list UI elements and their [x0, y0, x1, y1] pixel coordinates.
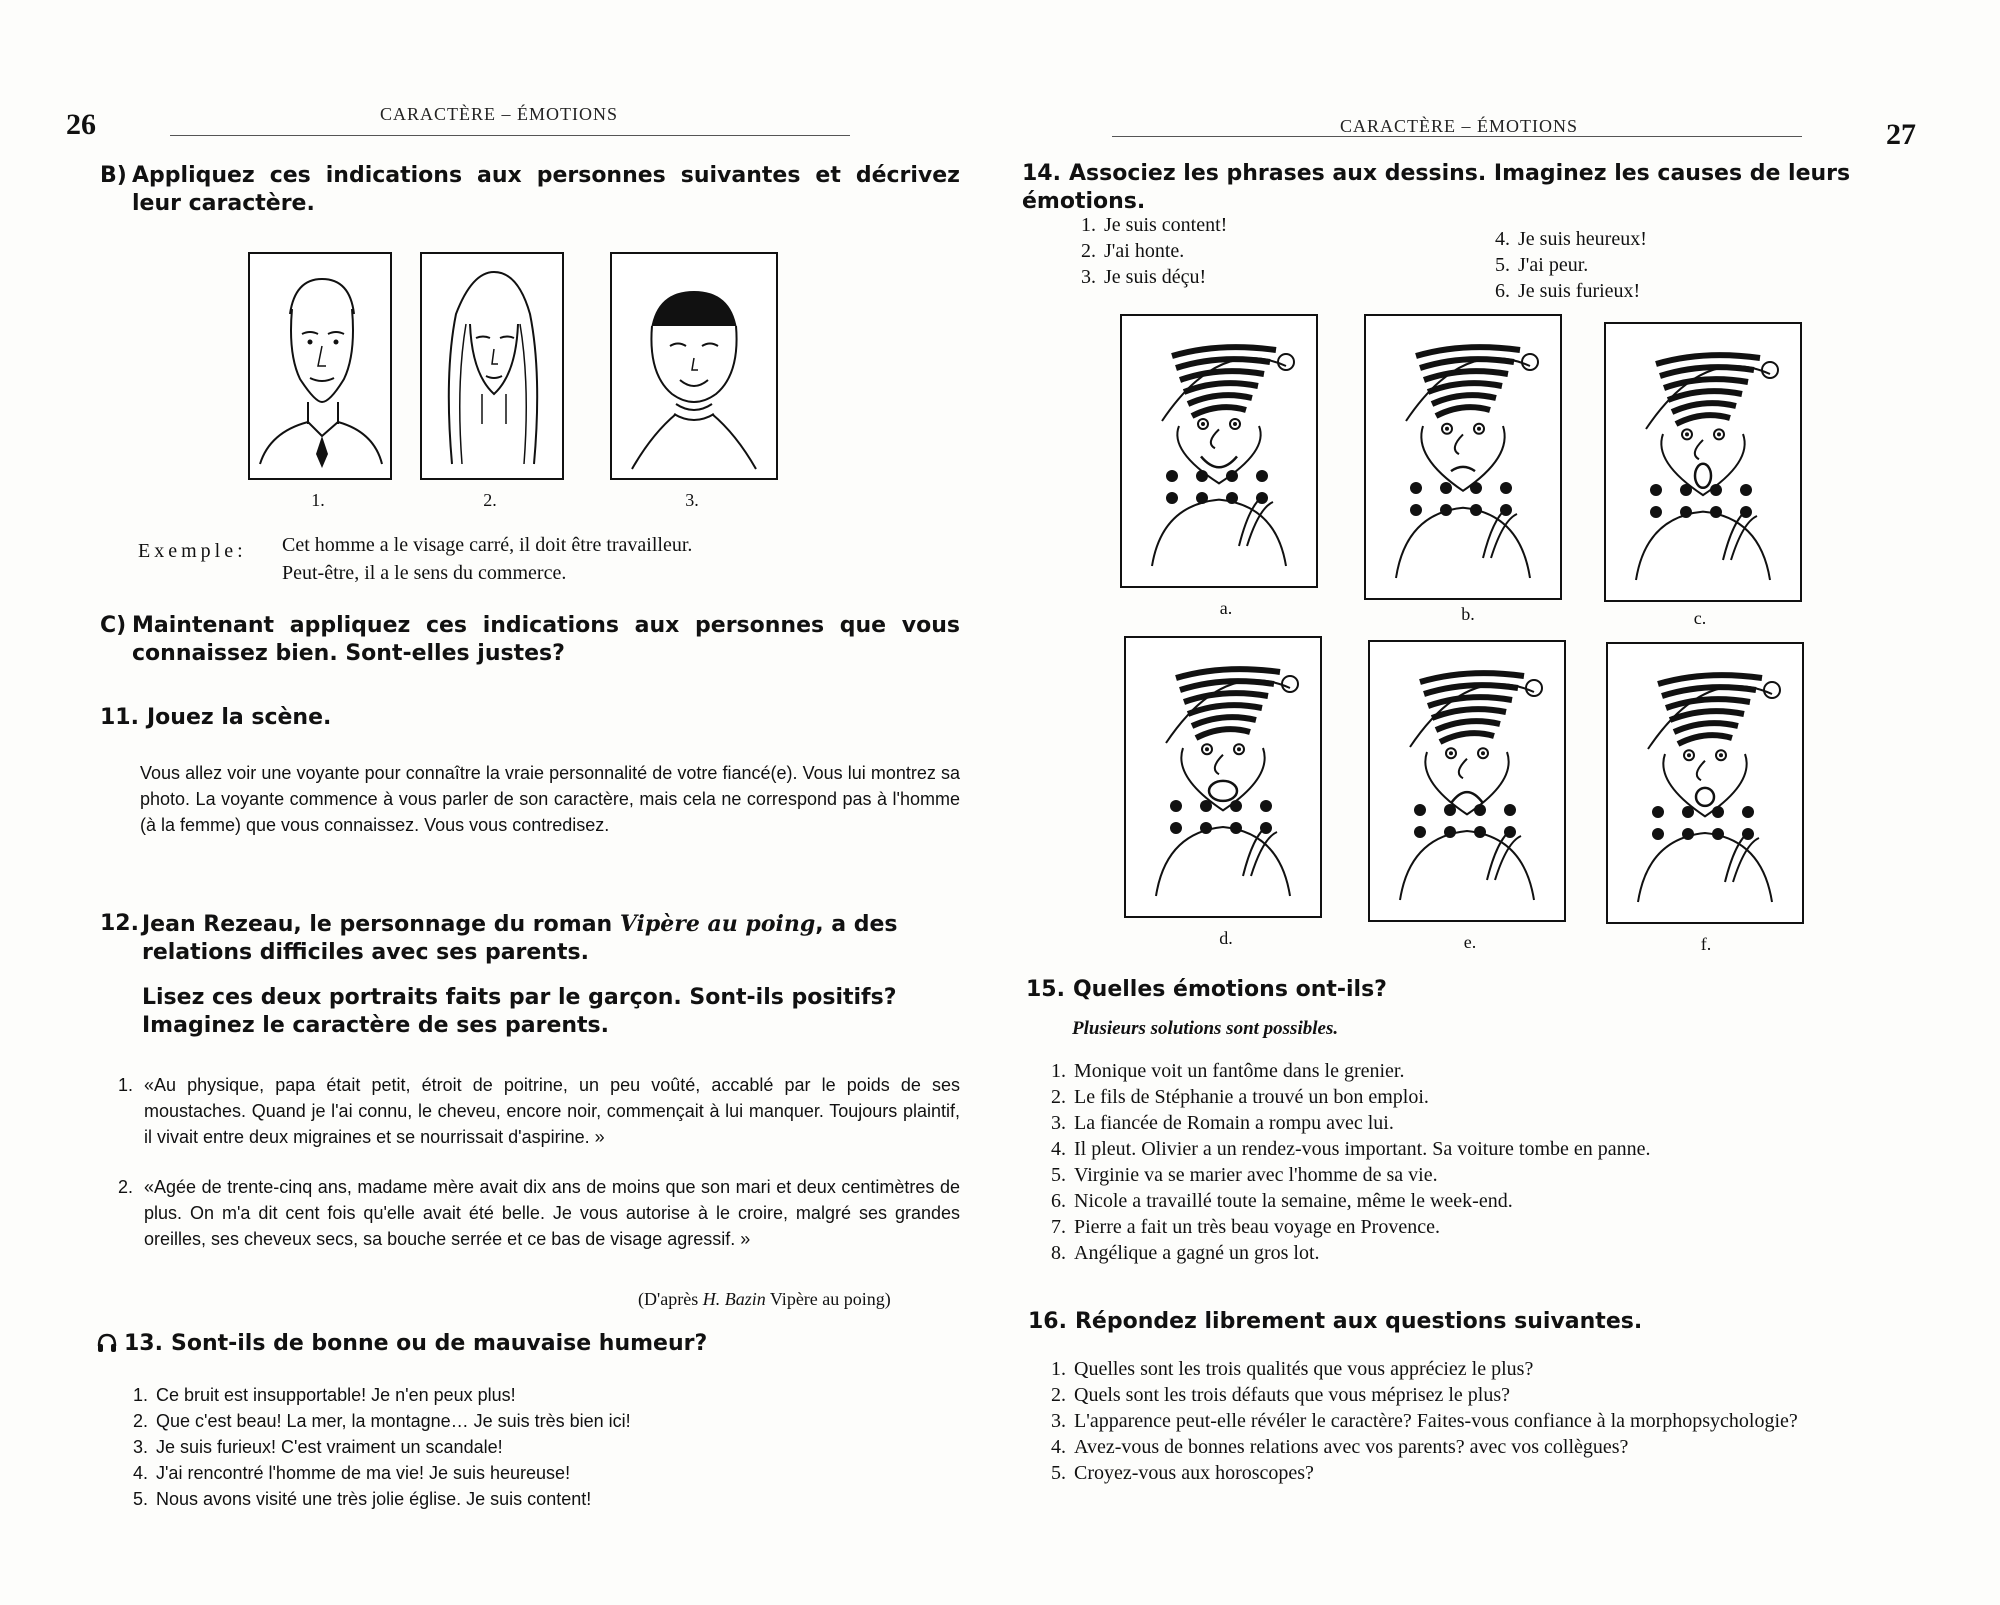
jester-caption-d: d. [1219, 928, 1233, 948]
jester-caption-f: f. [1700, 934, 1712, 954]
list-item-number: 4. [1051, 1436, 1066, 1458]
list-item [1040, 1110, 1940, 1136]
list-item [1040, 1214, 1940, 1240]
list-item [1070, 238, 1370, 264]
list-item-number: 5. [1051, 1462, 1066, 1484]
list-item-number: 3. [132, 1437, 148, 1457]
face-frame-2 [420, 252, 564, 480]
list-item [122, 1486, 922, 1512]
section-c-text: Maintenant appliquez ces indications aux personnes que vous connaissez bien. Sont-elles justes? [132, 613, 960, 666]
list-item-text: Je suis furieux! [1518, 280, 1641, 302]
ex12-number: 12. [100, 911, 139, 936]
face-caption-2: 2. [483, 490, 497, 510]
ex13-list [122, 1382, 922, 1512]
list-item [1040, 1356, 1970, 1382]
list-item [1484, 278, 1784, 304]
list-item-number: 5. [1051, 1164, 1066, 1186]
ex11-body: Vous allez voir une voyante pour connaître la vraie personnalité de votre fiancé(e). Vous lui montrez sa photo. La voyante commence à vous parler de son caractère, mais cela ne correspond pas à l'homme (à la femme) que vous connaissez. Vous vous contredisez. [140, 763, 960, 835]
jester-happy-icon [1122, 316, 1316, 586]
list-item-number: 2. [132, 1411, 148, 1431]
list-item-number: 1. [1051, 1060, 1066, 1082]
jester-caption-a: a. [1219, 598, 1233, 618]
ex14-title: Associez les phrases aux dessins. Imaginez les causes de leurs émotions. [1022, 161, 1851, 214]
ex16-title: Répondez librement aux questions suivantes. [1074, 1309, 1643, 1334]
list-item-text: Il pleut. Olivier a un rendez-vous important. Sa voiture tombe en panne. [1074, 1138, 1651, 1160]
page-number-left: 26 [66, 108, 96, 141]
list-item-text: Je suis furieux! C'est vraiment un scandale! [156, 1437, 503, 1457]
ex12-source-after: Vipère au poing) [765, 1289, 891, 1309]
list-item [1040, 1408, 1970, 1434]
ex14-list-col2 [1484, 226, 1784, 304]
list-item-text: J'ai honte. [1104, 240, 1185, 262]
jester-furious-icon [1126, 638, 1320, 916]
list-item-text: Je suis heureux! [1518, 228, 1647, 250]
ex12-portrait-2-text: «Agée de trente-cinq ans, madame mère avait dix ans de moins que son mari et deux centimètres de plus. On m'a dit cent fois qu'elle avait été belle. Je vous autorise à le croire, malgré ses grandes oreilles, ses cheveux secs, sa bouche serrée et ce bas de visage agressif. » [144, 1177, 960, 1249]
example-line-2: Peut-être, il a le sens du commerce. [282, 562, 567, 584]
list-item-text: L'apparence peut-elle révéler le caractère? Faites-vous confiance à la morphopsychologie? [1074, 1410, 1798, 1432]
list-item-number: 1. [1081, 214, 1096, 236]
ex12-source-author: H. Bazin [702, 1289, 766, 1309]
list-item [122, 1460, 922, 1486]
woman-face-icon [422, 254, 562, 478]
list-item-number: 2. [1081, 240, 1096, 262]
face-caption-1: 1. [311, 490, 325, 510]
list-item-number: 6. [1495, 280, 1510, 302]
jester-frame-f [1606, 642, 1804, 924]
list-item-text: Nicole a travaillé toute la semaine, même le week-end. [1074, 1190, 1513, 1212]
list-item-number: 4. [1051, 1138, 1066, 1160]
jester-ashamed-icon [1366, 316, 1560, 598]
headphones-icon [96, 1332, 118, 1354]
running-head-left: CARACTÈRE – ÉMOTIONS [380, 104, 619, 124]
jester-disappointed-icon [1370, 642, 1564, 920]
jester-caption-b: b. [1461, 604, 1475, 624]
man-face-icon [250, 254, 390, 478]
list-item [1040, 1240, 1940, 1266]
section-c-label: C) [100, 613, 127, 638]
ex12-title-after: , a des relations difficiles avec ses parents. [142, 912, 898, 965]
list-item-text: Monique voit un fantôme dans le grenier. [1074, 1060, 1405, 1082]
running-head-right: CARACTÈRE – ÉMOTIONS [1340, 116, 1579, 136]
list-item-number: 3. [1081, 266, 1096, 288]
ex13-heading [96, 1330, 707, 1358]
section-c-heading [100, 612, 960, 668]
example-label: Exemple: [138, 540, 247, 562]
list-item-text: Pierre a fait un très beau voyage en Provence. [1074, 1216, 1440, 1238]
jester-frame-d [1124, 636, 1322, 918]
ex13-number: 13. [124, 1331, 163, 1356]
ex15-subtitle: Plusieurs solutions sont possibles. [1072, 1018, 1339, 1039]
list-item [1040, 1136, 1940, 1162]
list-item-number: 6. [1051, 1190, 1066, 1212]
ex12-portrait-1 [118, 1072, 960, 1150]
ex14-heading [1022, 160, 1972, 216]
ex11-number: 11. [100, 705, 139, 730]
list-item [1070, 264, 1370, 290]
list-item [1040, 1434, 1970, 1460]
list-item [1040, 1058, 1940, 1084]
ex15-list [1040, 1058, 1940, 1266]
jester-frame-a [1120, 314, 1318, 588]
list-item [1040, 1162, 1940, 1188]
ex11-heading [100, 704, 331, 732]
list-item-text: Le fils de Stéphanie a trouvé un bon emploi. [1074, 1086, 1429, 1108]
section-b-text: Appliquez ces indications aux personnes suivantes et décrivez leur caractère. [132, 163, 960, 216]
ex14-list-col1 [1070, 212, 1370, 290]
list-item-text: Je suis content! [1104, 214, 1228, 236]
list-item-text: J'ai rencontré l'homme de ma vie! Je suis heureuse! [156, 1463, 571, 1483]
list-item [1040, 1382, 1970, 1408]
list-item-number: 3. [1051, 1410, 1066, 1432]
ex16-number: 16. [1028, 1309, 1067, 1334]
list-item-text: J'ai peur. [1518, 254, 1589, 276]
jester-frame-e [1368, 640, 1566, 922]
list-item [1040, 1084, 1940, 1110]
list-item [122, 1382, 922, 1408]
list-item-text: Avez-vous de bonnes relations avec vos parents? avec vos collègues? [1074, 1436, 1629, 1458]
list-item-number: 1. [1051, 1358, 1066, 1380]
section-b-heading [100, 162, 960, 218]
face-frame-1 [248, 252, 392, 480]
ex12-portrait-2-number: 2. [118, 1177, 134, 1197]
ex14-number: 14. [1022, 161, 1061, 186]
list-item-text: Quelles sont les trois qualités que vous appréciez le plus? [1074, 1358, 1534, 1380]
list-item-number: 2. [1051, 1086, 1066, 1108]
list-item [1070, 212, 1370, 238]
ex13-title: Sont-ils de bonne ou de mauvaise humeur? [170, 1331, 708, 1356]
header-rule-right [1112, 136, 1802, 137]
list-item-number: 4. [1495, 228, 1510, 250]
ex12-portrait-1-text: «Au physique, papa était petit, étroit de poitrine, un peu voûté, accablé par le poids de ses moustaches. Quand je l'ai connu, le cheveu, encore noir, commençait à lui manquer. Toujours plaintif, il vivait entre deux migraines et se nourrissait d'aspirine. » [144, 1075, 960, 1147]
jester-caption-e: e. [1463, 932, 1477, 952]
list-item [1040, 1460, 1970, 1486]
ex15-number: 15. [1026, 977, 1065, 1002]
page-number-right: 27 [1886, 118, 1916, 151]
ex12-source [638, 1286, 891, 1312]
list-item-number: 3. [1051, 1112, 1066, 1134]
list-item-number: 5. [132, 1489, 148, 1509]
ex15-heading [1026, 976, 1387, 1004]
jester-amazed-icon [1608, 644, 1802, 922]
ex11-title: Jouez la scène. [146, 705, 332, 730]
jester-frame-b [1364, 314, 1562, 600]
list-item-text: Je suis déçu! [1104, 266, 1207, 288]
ex12-portrait-2 [118, 1174, 960, 1252]
ex16-list [1040, 1356, 1970, 1486]
right-page [1000, 0, 2000, 1605]
list-item-number: 5. [1495, 254, 1510, 276]
list-item [1484, 226, 1784, 252]
list-item [1484, 252, 1784, 278]
ex15-title: Quelles émotions ont-ils? [1072, 977, 1387, 1002]
ex12-heading [100, 910, 960, 967]
list-item [122, 1408, 922, 1434]
face-frame-3 [610, 252, 778, 480]
list-item-text: Ce bruit est insupportable! Je n'en peux plus! [156, 1385, 516, 1405]
ex12-title-before: Jean Rezeau, le personnage du roman [142, 912, 620, 937]
header-rule-left [170, 135, 850, 136]
list-item-text: Croyez-vous aux horoscopes? [1074, 1462, 1314, 1484]
example-line-1: Cet homme a le visage carré, il doit être travailleur. [282, 534, 693, 556]
list-item-number: 8. [1051, 1242, 1066, 1264]
ex12-title-italic: Vipère au poing [619, 911, 816, 937]
jester-frame-c [1604, 322, 1802, 602]
section-b-label: B) [100, 163, 127, 188]
list-item-text: Nous avons visité une très jolie église. Je suis content! [156, 1489, 592, 1509]
jester-caption-c: c. [1693, 608, 1707, 628]
ex12-instruction: Lisez ces deux portraits faits par le garçon. Sont-ils positifs? Imaginez le caractère de ses parents. [142, 985, 897, 1038]
child-face-icon [612, 254, 776, 478]
list-item-number: 7. [1051, 1216, 1066, 1238]
list-item-text: La fiancée de Romain a rompu avec lui. [1074, 1112, 1394, 1134]
list-item-number: 4. [132, 1463, 148, 1483]
list-item [122, 1434, 922, 1460]
ex12-source-before: (D'après [638, 1289, 703, 1309]
list-item-number: 2. [1051, 1384, 1066, 1406]
list-item-text: Virginie va se marier avec l'homme de sa vie. [1074, 1164, 1438, 1186]
list-item-text: Angélique a gagné un gros lot. [1074, 1242, 1320, 1264]
list-item [1040, 1188, 1940, 1214]
list-item-text: Que c'est beau! La mer, la montagne… Je suis très bien ici! [156, 1411, 631, 1431]
ex12-portrait-1-number: 1. [118, 1075, 134, 1095]
ex16-heading [1028, 1308, 1642, 1336]
list-item-text: Quels sont les trois défauts que vous méprisez le plus? [1074, 1384, 1511, 1406]
face-caption-3: 3. [685, 490, 699, 510]
jester-afraid-icon [1606, 324, 1800, 600]
list-item-number: 1. [132, 1385, 148, 1405]
